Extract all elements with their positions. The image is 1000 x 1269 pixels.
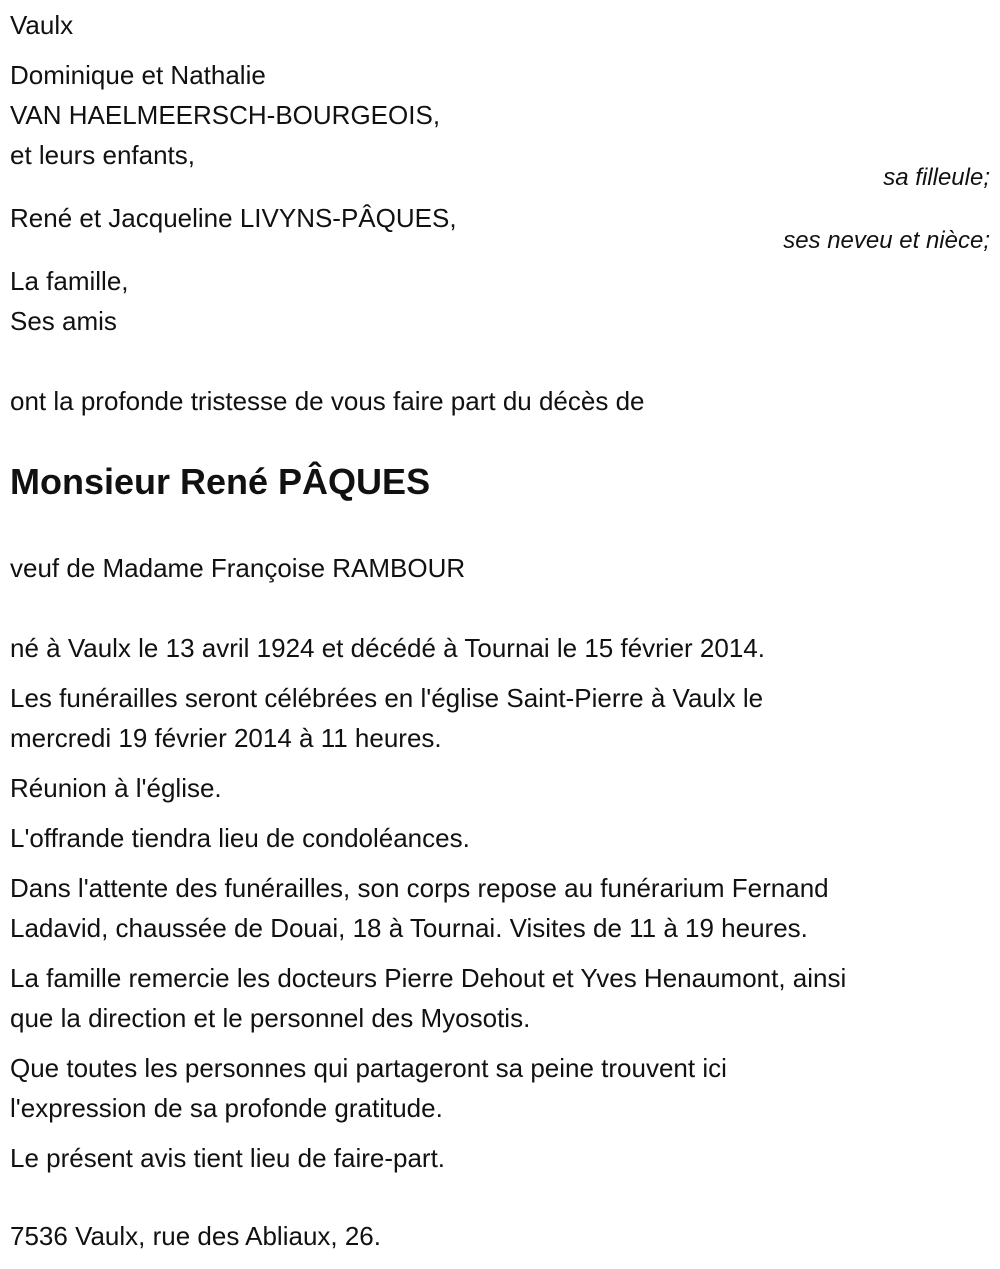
family-line: Ses amis [10,306,117,336]
family-line: et leurs enfants, [10,140,195,170]
family-relation: ses neveu et nièce; [783,227,990,254]
family-line: Dominique et Nathalie [10,60,266,90]
announcement: ont la profonde tristesse de vous faire part du décès de [10,386,645,416]
paragraph-line: Les funérailles seront célébrées en l'église Saint-Pierre à Vaulx le [10,683,764,713]
spouse-line: veuf de Madame Françoise RAMBOUR [10,553,466,583]
paragraph-line: La famille remercie les docteurs Pierre Dehout et Yves Henaumont, ainsi [10,963,847,993]
deceased-name: Monsieur René PÂQUES [10,461,431,502]
family-line: La famille, [10,266,129,296]
paragraph-line: que la direction et le personnel des Myosotis. [10,1003,531,1033]
location-header: Vaulx [10,10,74,40]
family-relation: sa filleule; [883,164,990,191]
paragraph-line: L'offrande tiendra lieu de condoléances. [10,823,470,853]
paragraph-line: Ladavid, chaussée de Douai, 18 à Tournai. Visites de 11 à 19 heures. [10,913,808,943]
paragraph-line: Réunion à l'église. [10,773,222,803]
paragraph-line: né à Vaulx le 13 avril 1924 et décédé à Tournai le 15 février 2014. [10,633,765,663]
paragraph-line: mercredi 19 février 2014 à 11 heures. [10,723,442,753]
paragraph-line: Dans l'attente des funérailles, son corps repose au funérarium Fernand [10,873,829,903]
family-line: VAN HAELMEERSCH-BOURGEOIS, [10,100,441,130]
paragraph-line: Le présent avis tient lieu de faire-part. [10,1143,446,1173]
paragraph-line: l'expression de sa profonde gratitude. [10,1093,443,1123]
paragraph-line: Que toutes les personnes qui partageront sa peine trouvent ici [10,1053,727,1083]
address: 7536 Vaulx, rue des Abliaux, 26. [10,1221,381,1251]
family-line: René et Jacqueline LIVYNS-PÂQUES, [10,203,457,233]
